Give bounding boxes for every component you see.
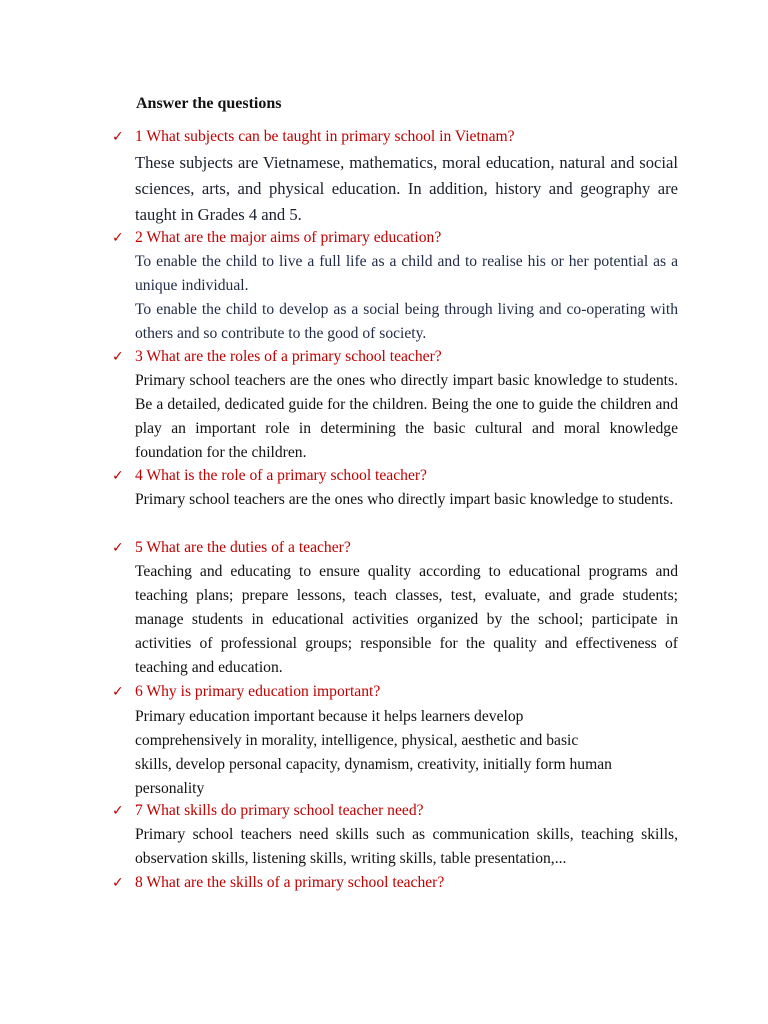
checkmark-icon: ✓ xyxy=(112,875,124,891)
qa-item-8 xyxy=(112,873,678,893)
checkmark-icon: ✓ xyxy=(112,540,124,556)
question-text: 7 What skills do primary school teacher need? xyxy=(135,802,424,819)
question-2 xyxy=(112,228,678,248)
answer-6 xyxy=(135,705,678,801)
question-8 xyxy=(112,873,678,893)
answer-paragraph: To enable the child to develop as a social being through living and co-operating with others and so contribute to the good of society. xyxy=(135,301,678,342)
answer-line: comprehensively in morality, intelligence, physical, aesthetic and basic xyxy=(135,732,579,749)
qa-item-3 xyxy=(112,347,678,465)
answer-5: Teaching and educating to ensure quality according to educational programs and teaching plans; prepare lessons, teach classes, test, evaluate, and grade students; manage students in educational activities organized by the school; participate in activities of professional groups; responsible for the quality and effectiveness of teaching and education. xyxy=(135,563,678,676)
page-heading: Answer the questions xyxy=(136,95,282,112)
question-4 xyxy=(112,466,678,486)
answer-paragraph: To enable the child to live a full life as a child and to realise his or her potential as a unique individual. xyxy=(135,253,678,294)
question-1 xyxy=(112,127,678,147)
answer-line: skills, develop personal capacity, dynamism, creativity, initially form human xyxy=(135,756,612,773)
answer-line: personality xyxy=(135,780,205,797)
question-text: 2 What are the major aims of primary education? xyxy=(135,229,442,246)
answer-7: Primary school teachers need skills such as communication skills, teaching skills, observation skills, listening skills, writing skills, table presentation,... xyxy=(135,826,678,867)
checkmark-icon: ✓ xyxy=(112,349,124,365)
checkmark-icon: ✓ xyxy=(112,803,124,819)
checkmark-icon: ✓ xyxy=(112,230,124,246)
question-3 xyxy=(112,347,678,367)
question-text: 4 What is the role of a primary school teacher? xyxy=(135,467,427,484)
qa-item-5 xyxy=(112,538,678,680)
qa-item-7 xyxy=(112,801,678,871)
answer-1: These subjects are Vietnamese, mathematics, moral education, natural and social sciences, arts, and physical education. In addition, history and geography are taught in Grades 4 and 5. xyxy=(135,153,678,224)
question-text: 1 What subjects can be taught in primary school in Vietnam? xyxy=(135,128,515,145)
qa-item-1 xyxy=(112,127,678,228)
answer-4: Primary school teachers are the ones who directly impart basic knowledge to students. xyxy=(135,491,674,508)
qa-item-6 xyxy=(112,682,678,801)
checkmark-icon: ✓ xyxy=(112,468,124,484)
question-text: 8 What are the skills of a primary school teacher? xyxy=(135,874,445,891)
checkmark-icon: ✓ xyxy=(112,129,124,145)
qa-item-2 xyxy=(112,228,678,346)
question-text: 5 What are the duties of a teacher? xyxy=(135,539,351,556)
answer-line: Primary education important because it helps learners develop xyxy=(135,708,524,725)
question-text: 6 Why is primary education important? xyxy=(135,683,381,700)
checkmark-icon: ✓ xyxy=(112,684,124,700)
question-text: 3 What are the roles of a primary school teacher? xyxy=(135,348,442,365)
question-6 xyxy=(112,682,678,702)
question-7 xyxy=(112,801,678,821)
qa-item-4 xyxy=(112,466,678,512)
answer-2 xyxy=(135,250,678,346)
answer-3: Primary school teachers are the ones who directly impart basic knowledge to students. Be a detailed, dedicated guide for the children. Being the one to guide the children and play an important role in determining the basic cultural and moral knowledge foundation for the children. xyxy=(135,372,678,461)
question-5 xyxy=(112,538,678,558)
